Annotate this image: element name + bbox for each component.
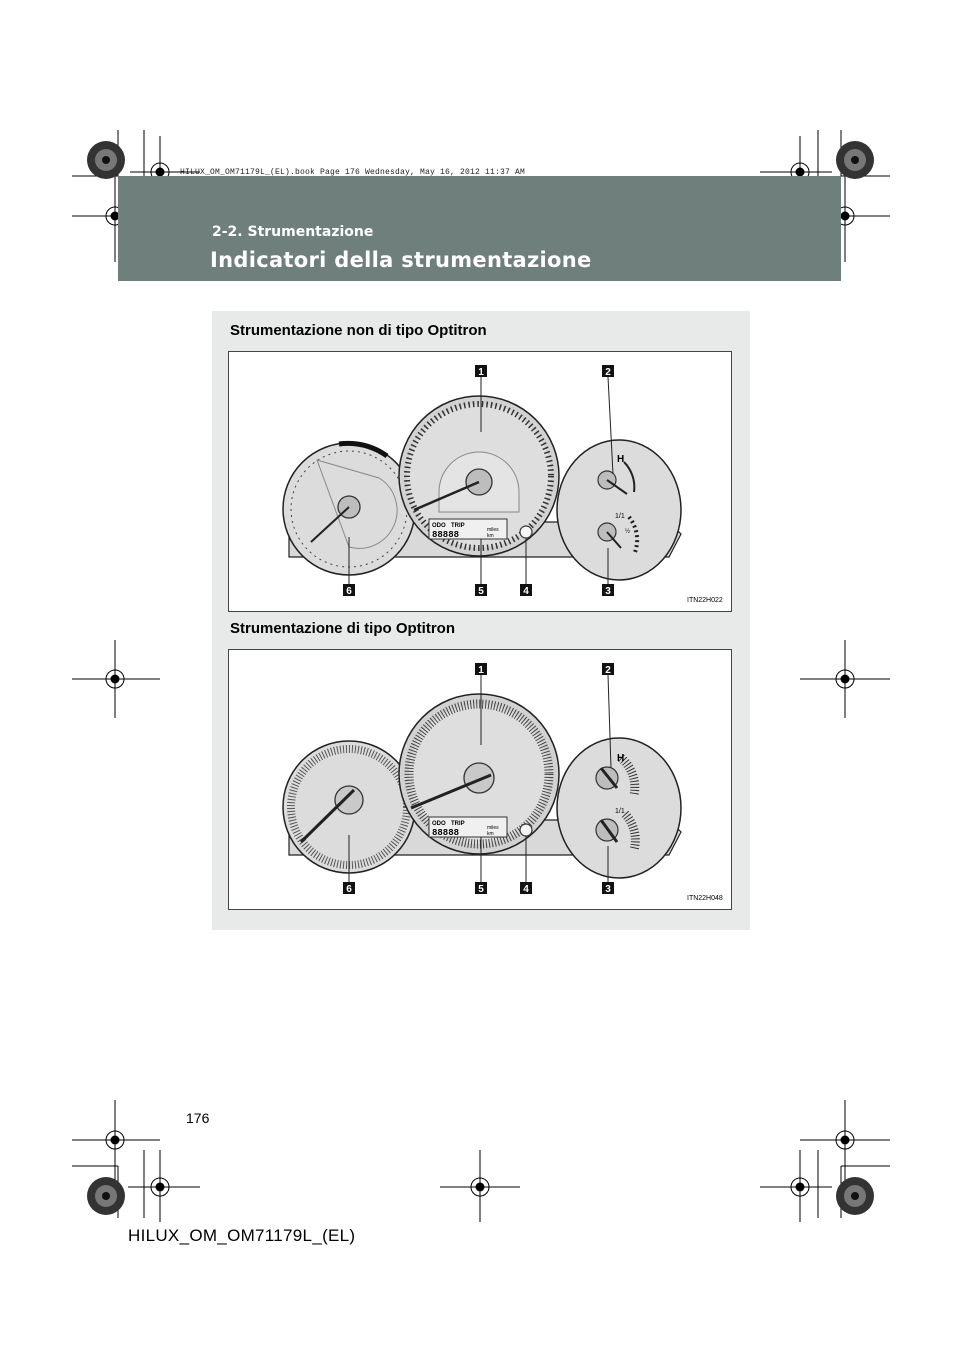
unit-km: km [487, 533, 494, 539]
fuel-full-label: 1/1 [615, 808, 625, 815]
odo-label: ODO [432, 523, 446, 529]
trip-reset-knob [520, 526, 532, 538]
trip-reset-knob [520, 824, 532, 836]
trip-label: TRIP [451, 523, 465, 529]
unit-miles: miles [487, 527, 499, 533]
trip-label: TRIP [451, 821, 465, 827]
fuel-temp-gauge [557, 440, 681, 580]
page-number: 176 [186, 1110, 210, 1126]
callout-5: 5 [478, 586, 484, 597]
odometer-digits: 88888 [432, 530, 460, 540]
figure-2-caption: Strumentazione di tipo Optitron [230, 620, 455, 637]
fuel-full-label: 1/1 [615, 513, 625, 520]
callout-4: 4 [523, 884, 529, 895]
odo-label: ODO [432, 821, 446, 827]
temp-high-label: H [617, 753, 625, 764]
figure-1-caption: Strumentazione non di tipo Optitron [230, 322, 487, 339]
book-stamp: HILUX_OM_OM71179L_(EL).book Page 176 Wednesday, May 16, 2012 11:37 AM [180, 168, 526, 177]
unit-km: km [487, 831, 494, 837]
figure-1-non-optitron-cluster [228, 351, 732, 612]
callout-1: 1 [478, 665, 484, 676]
callout-2: 2 [605, 367, 611, 378]
callout-5: 5 [478, 884, 484, 895]
callout-6: 6 [346, 884, 352, 895]
callout-3: 3 [605, 586, 611, 597]
callout-3: 3 [605, 884, 611, 895]
figure-2-code: ITN22H048 [687, 895, 723, 902]
fuel-half-label: ½ [625, 529, 631, 535]
page-title: Indicatori della strumentazione [210, 248, 592, 272]
temp-high-label: H [617, 454, 625, 465]
speedometer-gauge [399, 396, 559, 556]
speedometer-gauge-optitron [399, 694, 559, 854]
callout-6: 6 [346, 586, 352, 597]
callout-4: 4 [523, 586, 529, 597]
section-label: 2-2. Strumentazione [212, 224, 374, 240]
document-id: HILUX_OM_OM71179L_(EL) [128, 1226, 356, 1245]
odometer-digits: 88888 [432, 828, 460, 838]
callout-2: 2 [605, 665, 611, 676]
callout-1: 1 [478, 367, 484, 378]
figure-2-optitron-cluster [228, 649, 732, 910]
fuel-temp-gauge-optitron [557, 738, 681, 878]
figure-1-code: ITN22H022 [687, 597, 723, 604]
unit-miles: miles [487, 825, 499, 831]
